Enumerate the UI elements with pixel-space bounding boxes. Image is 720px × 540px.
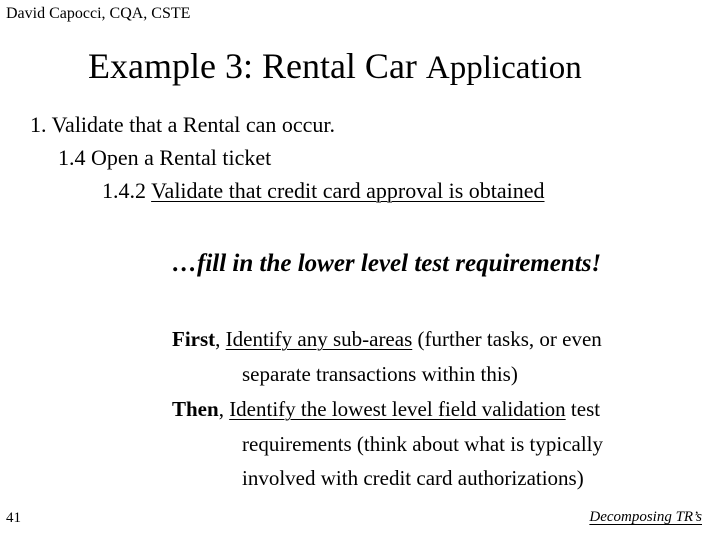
first-step-lead: First [172, 327, 216, 351]
first-step-continuation: separate transactions within this) [242, 361, 518, 386]
page-number: 41 [6, 510, 21, 526]
then-step-underlined: Identify the lowest level field validation [229, 397, 566, 421]
then-step-continuation-2: involved with credit card authorizations) [242, 466, 584, 490]
author-credit: David Capocci, CQA, CSTE [6, 5, 191, 22]
requirement-level-2: 1.4 Open a Rental ticket [58, 145, 272, 170]
requirement-level-1: 1. Validate that a Rental can occur. [30, 112, 336, 137]
then-step-paragraph: Then, Identify the lowest level field validation test requirements (think about what is typically involved with credit card authorizations) [172, 392, 603, 496]
slide-title-tail: Application [425, 50, 582, 86]
then-step-continuation-1: requirements (think about what is typically [242, 431, 603, 456]
first-step-underlined: Identify any sub-areas [225, 327, 413, 351]
callout-instruction: …fill in the lower level test requirements! [172, 250, 602, 277]
requirement-level-3 [102, 178, 545, 204]
first-step-paragraph: First, Identify any sub-areas (further tasks, or even separate transactions within this) [172, 322, 602, 391]
then-step-lead: Then [172, 397, 219, 421]
footer-section-title: Decomposing TR’s [589, 509, 702, 525]
slide-title-main: Example 3: Rental Car [88, 46, 426, 86]
requirement-level-3-label: Validate that credit card approval is obtained [151, 178, 545, 203]
slide-title [88, 45, 582, 87]
requirement-level-3-number: 1.4.2 [102, 178, 152, 203]
